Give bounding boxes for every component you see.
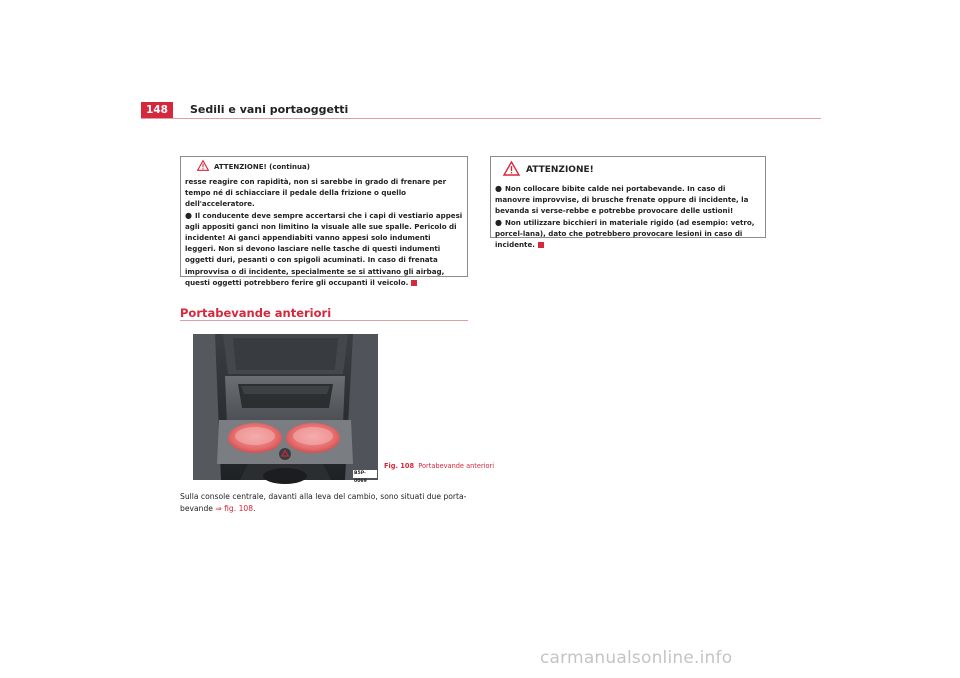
body-text: Sulla console centrale, davanti alla leva del cambio, sono situati due porta-bevande xyxy=(180,492,467,513)
watermark: carmanualsonline.info xyxy=(540,648,733,668)
figure-code: B5P-0069 xyxy=(354,471,367,484)
warning-paragraph: resse reagire con rapidità, non si sarebbe in grado di frenare per tempo né di schiacciare il pedale della frizione o quello dell'acceleratore. xyxy=(185,177,447,209)
warning-triangle-icon xyxy=(503,161,520,179)
bullet-icon: ● xyxy=(495,184,502,193)
warning-bullet-text: Non collocare bibite calde nei portabevande. In caso di manovre improvvise, di brusche frenate oppure di incidente, la bevanda si verse-rebbe e potrebbe provocare delle ustioni! xyxy=(495,184,749,216)
end-of-section-icon xyxy=(411,280,417,286)
warning-box-main xyxy=(490,156,766,250)
warning-title: ATTENZIONE! xyxy=(526,165,594,175)
warning-body xyxy=(185,176,463,288)
header-divider xyxy=(141,118,821,119)
warning-bullet xyxy=(185,210,463,288)
cup-holder-photo xyxy=(193,334,378,484)
figure-caption-text: Portabevande anteriori xyxy=(418,462,495,470)
end-of-section-icon xyxy=(538,242,544,248)
figure-cross-reference-link[interactable]: ⇒ fig. 108 xyxy=(215,503,254,513)
warning-bullet-text: Il conducente deve sempre accertarsi che i capi di vestiario appesi agli appositi ganci non limitino la visuale alle sue spalle. Pericolo di incidente! Ai ganci appendiabiti vanno appesi solo indumenti leggeri. Non si devono lasciare nelle tasche di questi indumenti oggetti duri, pesanti o con spigoli acuminati. In caso di frenata improvvisa o di incidente, specialmente se si attivano gli airbag, questi oggetti potrebbero ferire gli occupanti il veicolo. xyxy=(185,210,463,287)
section-divider xyxy=(180,320,468,321)
cup-holder-illustration xyxy=(193,334,378,480)
page-title: Sedili e vani portaoggetti xyxy=(190,103,349,116)
warning-bullet xyxy=(495,183,761,217)
figure-caption xyxy=(384,462,498,471)
warning-bullet-text: Non utilizzare bicchieri in materiale rigido (ad esempio: vetro, porcel-lana), dato che potrebbero provocare lesioni in caso di incidente. xyxy=(495,217,755,250)
warning-title: ATTENZIONE! (continua) xyxy=(214,162,310,171)
warning-bullet xyxy=(495,217,761,251)
warning-body xyxy=(495,183,761,250)
body-suffix: . xyxy=(253,503,256,513)
warning-header xyxy=(185,160,463,173)
figure-caption-label: Fig. 108 xyxy=(384,462,415,470)
body-paragraph xyxy=(180,491,470,514)
section-title: Portabevande anteriori xyxy=(180,306,332,320)
page-number: 148 xyxy=(141,102,173,118)
warning-triangle-icon xyxy=(197,160,209,173)
warning-header xyxy=(495,161,761,179)
bullet-icon: ● xyxy=(185,210,192,220)
warning-box-continued xyxy=(180,156,468,287)
bullet-icon: ● xyxy=(495,217,502,227)
